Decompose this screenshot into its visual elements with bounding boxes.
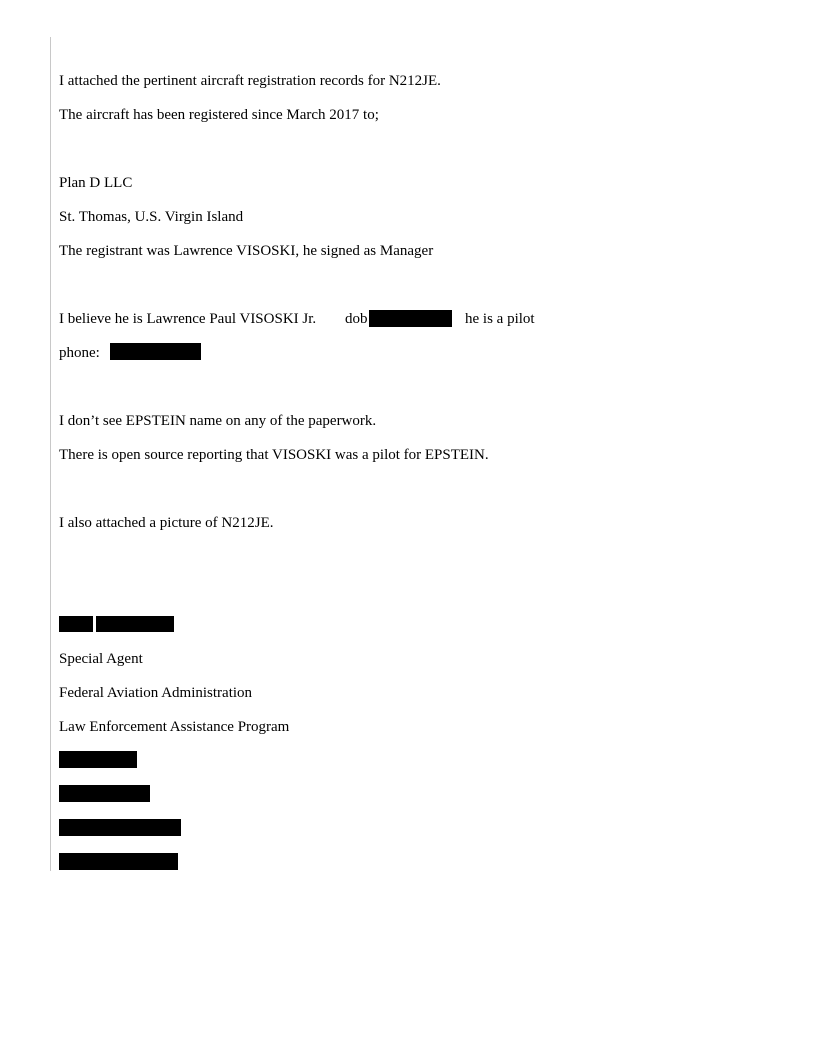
signature-agency: Federal Aviation Administration xyxy=(59,685,253,701)
belief-prefix: I believe he is Lawrence Paul VISOSKI Jr. xyxy=(59,311,317,327)
phone-label: phone: xyxy=(59,345,100,361)
open-source-line: There is open source reporting that VISOSKI was a pilot for EPSTEIN. xyxy=(59,447,489,463)
redacted-contact-line-3 xyxy=(59,819,181,836)
redacted-signer-first-name xyxy=(59,616,93,632)
quote-bar xyxy=(50,37,51,871)
redacted-dob xyxy=(369,310,452,327)
signature-title: Special Agent xyxy=(59,651,143,667)
registrant-name: Plan D LLC xyxy=(59,175,133,191)
intro-line-1: I attached the pertinent aircraft registration records for N212JE. xyxy=(59,73,441,89)
picture-line: I also attached a picture of N212JE. xyxy=(59,515,274,531)
redacted-signer-last-name xyxy=(96,616,174,632)
dob-label: dob xyxy=(345,311,368,327)
signature-program: Law Enforcement Assistance Program xyxy=(59,719,290,735)
redacted-contact-line-4 xyxy=(59,853,178,870)
redacted-contact-line-2 xyxy=(59,785,150,802)
redacted-phone xyxy=(110,343,201,360)
intro-line-2: The aircraft has been registered since March 2017 to; xyxy=(59,107,379,123)
registrant-note: The registrant was Lawrence VISOSKI, he signed as Manager xyxy=(59,243,434,259)
no-name-line: I don’t see EPSTEIN name on any of the paperwork. xyxy=(59,413,377,429)
pilot-suffix: he is a pilot xyxy=(465,311,535,327)
registrant-location: St. Thomas, U.S. Virgin Island xyxy=(59,209,244,225)
redacted-contact-line-1 xyxy=(59,751,137,768)
